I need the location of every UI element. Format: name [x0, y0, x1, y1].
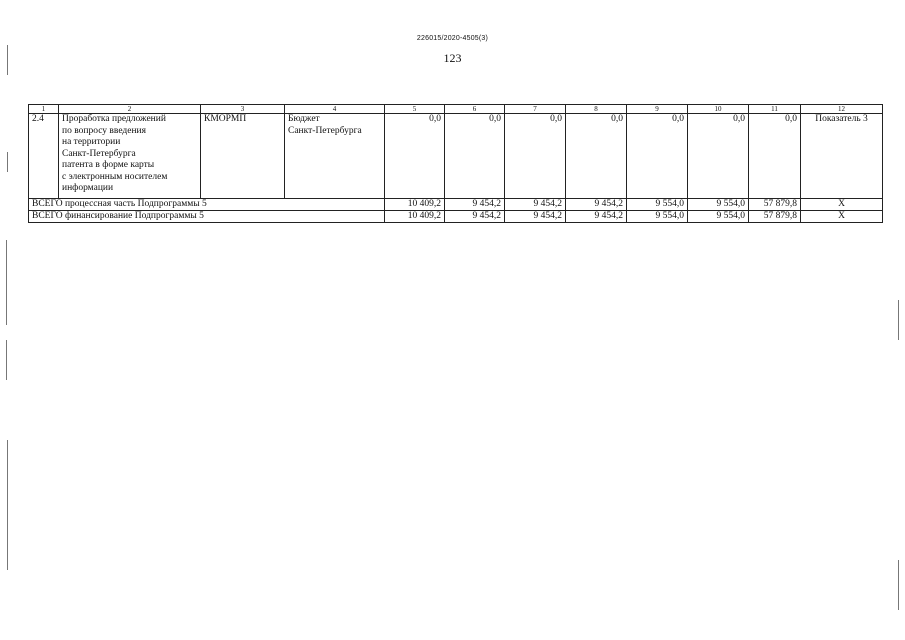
- page-number: 123: [443, 51, 462, 65]
- column-number: 7: [505, 105, 566, 114]
- total-value: 9 554,0: [627, 211, 688, 223]
- row-value: 0,0: [688, 114, 749, 199]
- total-value: 9 454,2: [505, 211, 566, 223]
- total-value: 57 879,8: [749, 211, 801, 223]
- row-funding-source: Бюджет Санкт-Петербурга: [285, 114, 385, 199]
- total-row: [29, 211, 883, 223]
- column-number: 3: [201, 105, 285, 114]
- scan-mark-right-2: [898, 560, 899, 610]
- column-number: 11: [749, 105, 801, 114]
- total-mark: Х: [801, 211, 883, 223]
- row-executor: КМОРМП: [201, 114, 285, 199]
- budget-table: [28, 104, 883, 223]
- column-number: 9: [627, 105, 688, 114]
- total-value: 9 454,2: [445, 211, 505, 223]
- column-number: 2: [59, 105, 201, 114]
- total-value: 9 454,2: [566, 199, 627, 211]
- column-number: 1: [29, 105, 59, 114]
- scan-mark-left-4: [6, 340, 7, 380]
- row-number: 2.4: [29, 114, 59, 199]
- column-number: 6: [445, 105, 505, 114]
- total-row: [29, 199, 883, 211]
- table-row: [29, 114, 883, 199]
- total-value: 9 554,0: [627, 199, 688, 211]
- column-number: 4: [285, 105, 385, 114]
- row-value: 0,0: [627, 114, 688, 199]
- total-value: 9 554,0: [688, 199, 749, 211]
- row-value: 0,0: [566, 114, 627, 199]
- row-indicator: Показатель 3: [801, 114, 883, 199]
- column-number: 5: [385, 105, 445, 114]
- total-label: ВСЕГО финансирование Подпрограммы 5: [29, 211, 385, 223]
- total-value: 10 409,2: [385, 199, 445, 211]
- column-number: 10: [688, 105, 749, 114]
- document-id: 226015/2020-4505(3): [416, 35, 489, 42]
- total-value: 9 454,2: [505, 199, 566, 211]
- column-number-row: [29, 105, 883, 114]
- row-value: 0,0: [749, 114, 801, 199]
- scan-mark-left-1: [7, 45, 8, 75]
- total-value: 10 409,2: [385, 211, 445, 223]
- column-number: 8: [566, 105, 627, 114]
- row-description: Проработка предложений по вопросу введения на территории Санкт-Петербурга патента в форме карты с электронным носителем информации: [59, 114, 201, 199]
- total-value: 9 454,2: [566, 211, 627, 223]
- total-label: ВСЕГО процессная часть Подпрограммы 5: [29, 199, 385, 211]
- scan-mark-right-1: [898, 300, 899, 340]
- row-value: 0,0: [505, 114, 566, 199]
- column-number: 12: [801, 105, 883, 114]
- scan-mark-left-5: [7, 440, 8, 570]
- total-value: 9 454,2: [445, 199, 505, 211]
- row-value: 0,0: [445, 114, 505, 199]
- total-value: 57 879,8: [749, 199, 801, 211]
- row-value: 0,0: [385, 114, 445, 199]
- total-mark: Х: [801, 199, 883, 211]
- scan-mark-left-2: [7, 152, 8, 172]
- total-value: 9 554,0: [688, 211, 749, 223]
- scan-mark-left-3: [6, 240, 7, 325]
